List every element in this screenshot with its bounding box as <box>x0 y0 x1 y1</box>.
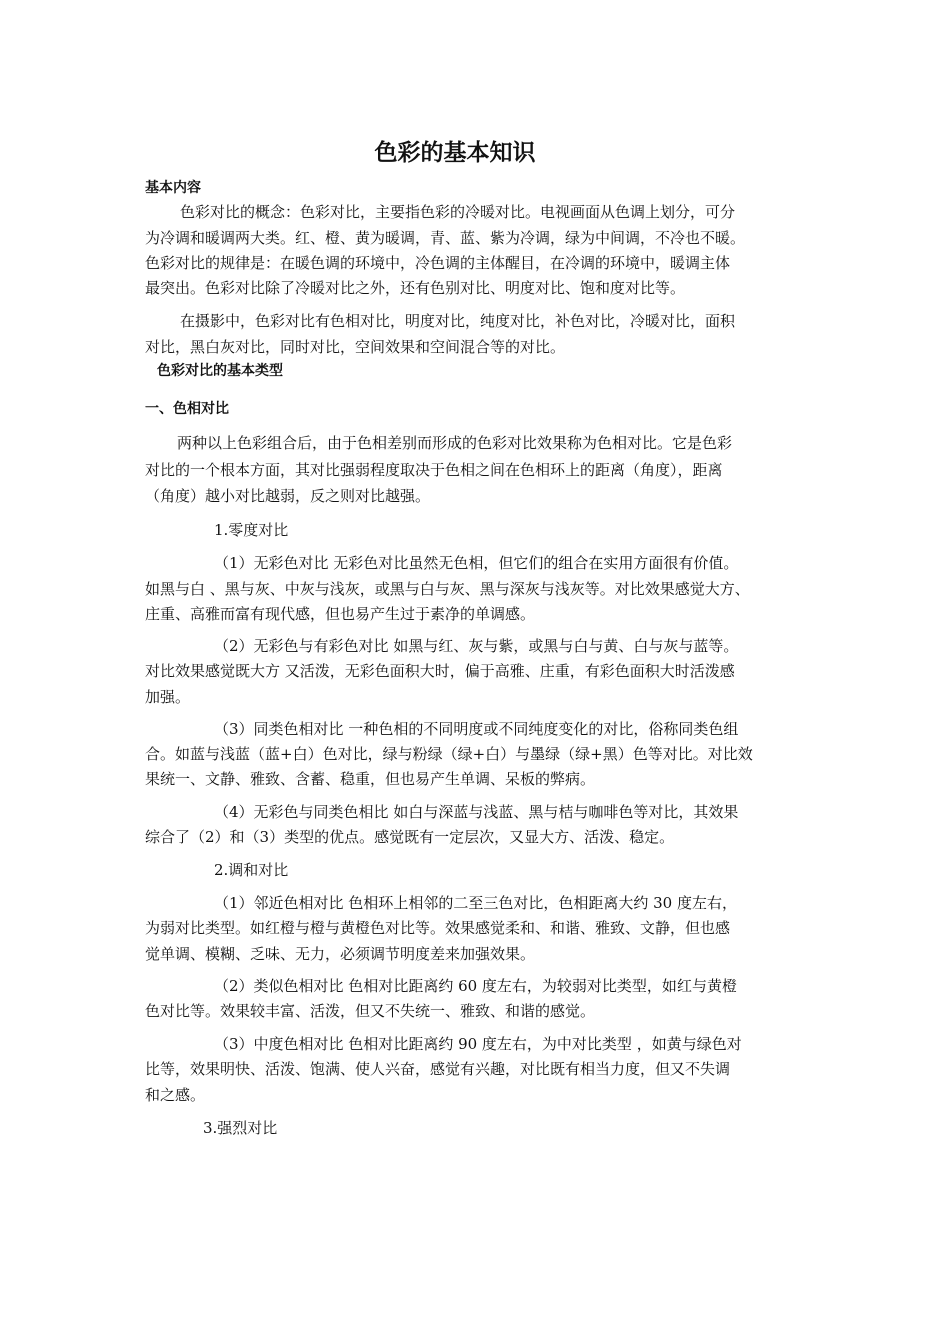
paragraph-line: （2）类似色相对比 色相对比距离约 60 度左右，为较弱对比类型，如红与黄橙 <box>214 977 737 995</box>
subsection-heading-harmony-contrast: 2.调和对比 <box>214 861 289 879</box>
paragraph-line: （4）无彩色与同类色相比 如白与深蓝与浅蓝、黑与桔与咖啡色等对比，其效果 <box>214 803 739 821</box>
paragraph-line: 如黑与白 、黑与灰、中灰与浅灰，或黑与白与灰、黑与深灰与浅灰等。对比效果感觉大方、 <box>145 580 750 598</box>
section-heading-types: 色彩对比的基本类型 <box>157 363 283 379</box>
paragraph-line: （角度）越小对比越弱，反之则对比越强。 <box>145 487 431 505</box>
section-heading-basic: 基本内容 <box>145 180 201 196</box>
paragraph-line: 果统一、文静、雅致、含蓄、稳重，但也易产生单调、呆板的弊病。 <box>145 770 596 788</box>
paragraph-line: 色彩对比的规律是：在暖色调的环境中，冷色调的主体醒目，在冷调的环境中，暖调主体 <box>145 254 731 272</box>
paragraph-line: 觉单调、模糊、乏味、无力，必须调节明度差来加强效果。 <box>145 945 536 963</box>
paragraph-line: 在摄影中，色彩对比有色相对比，明度对比，纯度对比，补色对比，冷暖对比，面积 <box>180 312 736 330</box>
paragraph-line: 对比的一个根本方面，其对比强弱程度取决于色相之间在色相环上的距离（角度），距离 <box>145 461 723 479</box>
paragraph-line: 加强。 <box>145 688 191 706</box>
paragraph-line: （1）邻近色相对比 色相环上相邻的二至三色对比，色相距离大约 30 度左右， <box>214 894 737 912</box>
paragraph-line: （2）无彩色与有彩色对比 如黑与红、灰与紫，或黑与白与黄、白与灰与蓝等。 <box>214 637 739 655</box>
paragraph-line: 色对比等。效果较丰富、活泼，但又不失统一、雅致、和谐的感觉。 <box>145 1002 596 1020</box>
paragraph-line: 合。如蓝与浅蓝（蓝+白）色对比，绿与粉绿（绿+白）与墨绿（绿+黑）色等对比。对比效 <box>145 745 753 763</box>
paragraph-line: （1）无彩色对比 无彩色对比虽然无色相，但它们的组合在实用方面很有价值。 <box>214 554 739 572</box>
subsection-heading-strong-contrast: 3.强烈对比 <box>203 1119 278 1137</box>
paragraph-line: 两种以上色彩组合后，由于色相差别而形成的色彩对比效果称为色相对比。它是色彩 <box>177 434 733 452</box>
paragraph-line: 比等，效果明快、活泼、饱满、使人兴奋，感觉有兴趣，对比既有相当力度，但又不失调 <box>145 1060 731 1078</box>
paragraph-line: 为冷调和暖调两大类。红、橙、黄为暖调，青、蓝、紫为冷调，绿为中间调，不冷也不暖。 <box>145 229 746 247</box>
section-heading-hue-contrast: 一、色相对比 <box>145 401 229 417</box>
subsection-heading-zero-contrast: 1.零度对比 <box>214 521 289 539</box>
paragraph-line: 对比，黑白灰对比，同时对比，空间效果和空间混合等的对比。 <box>145 338 566 356</box>
paragraph-line: 为弱对比类型。如红橙与橙与黄橙色对比等。效果感觉柔和、和谐、雅致、文静，但也感 <box>145 919 731 937</box>
paragraph-line: （3）中度色相对比 色相对比距离约 90 度左右，为中对比类型 ，如黄与绿色对 <box>214 1035 742 1053</box>
page-title: 色彩的基本知识 <box>374 140 536 166</box>
paragraph-line: 和之感。 <box>145 1086 206 1104</box>
paragraph-line: 最突出。色彩对比除了冷暖对比之外，还有色别对比、明度对比、饱和度对比等。 <box>145 279 686 297</box>
paragraph-line: （3）同类色相对比 一种色相的不同明度或不同纯度变化的对比，俗称同类色组 <box>214 720 739 738</box>
paragraph-line: 庄重、高雅而富有现代感，但也易产生过于素净的单调感。 <box>145 605 536 623</box>
paragraph-line: 综合了（2）和（3）类型的优点。感觉既有一定层次，又显大方、活泼、稳定。 <box>145 828 675 846</box>
paragraph-line: 色彩对比的概念：色彩对比，主要指色彩的冷暖对比。电视画面从色调上划分，可分 <box>180 203 736 221</box>
paragraph-line: 对比效果感觉既大方 又活泼，无彩色面积大时，偏于高雅、庄重，有彩色面积大时活泼感 <box>145 662 735 680</box>
